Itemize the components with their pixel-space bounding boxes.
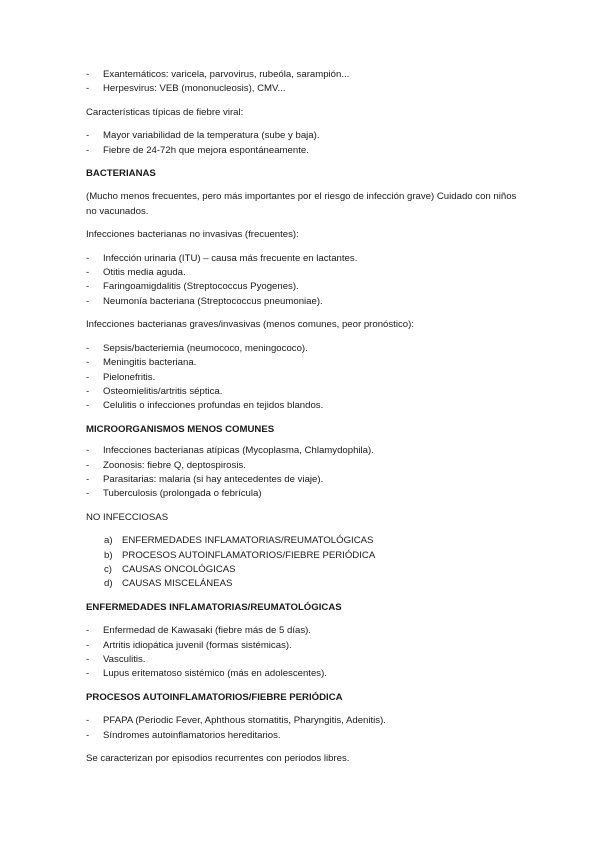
autoinflammatory-list [86,714,526,743]
list-item: - Neumonía bacteriana (Streptococcus pneumoniae). [86,295,323,307]
list-item: - Meningitis bacteriana. [86,357,197,369]
list-item: - Síndromes autoinflamatorios hereditarios. [86,729,281,741]
bacterial-heading: BACTERIANAS [86,168,156,180]
inflammatory-heading: ENFERMEDADES INFLAMATORIAS/REUMATOLÓGICAS [86,601,342,613]
noninvasive-title: Infecciones bacterianas no invasivas (frecuentes): [86,229,299,241]
list-item: - Mayor variabilidad de la temperatura (sube y baja). [86,130,320,142]
invasive-title: Infecciones bacterianas graves/invasivas (menos comunes, peor pronóstico): [86,319,414,331]
list-item: d) CAUSAS MISCELÁNEAS [104,578,233,590]
list-item: - Zoonosis: fiebre Q, deptospirosis. [86,459,246,471]
list-item: a) ENFERMEDADES INFLAMATORIAS/REUMATOLÓGICAS [104,535,374,547]
document-page [86,68,526,766]
list-item: c) CAUSAS ONCOLÓGICAS [104,563,236,575]
list-item: - Faringoamigdalitis (Streptococcus Pyogenes). [86,281,299,293]
list-item: b) PROCESOS AUTOINFLAMATORIOS/FIEBRE PERIÓDICA [104,549,376,561]
list-item: - Infección urinaria (ITU) – causa más frecuente en lactantes. [86,252,358,264]
list-item: - Osteomielitis/artritis séptica. [86,385,223,397]
list-item: - Parasitarias: malaria (si hay antecedentes de viaje). [86,473,324,485]
autoinflammatory-heading: PROCESOS AUTOINFLAMATORIOS/FIEBRE PERIÓDICA [86,691,343,703]
noninfectious-list [86,534,526,592]
list-item: - Otitis media aguda. [86,267,186,279]
list-item: - Herpesvirus: VEB (mononucleosis), CMV... [86,83,286,95]
invasive-list [86,342,526,414]
list-item: - Sepsis/bacteriemia (neumococo, meningococo). [86,342,308,354]
list-item: - Enfermedad de Kawasaki (fiebre más de 5 días). [86,625,311,637]
list-item: - Fiebre de 24-72h que mejora espontáneamente. [86,144,309,156]
noninvasive-list [86,252,526,310]
list-item: - Exantemáticos: varicela, parvovirus, rubeóla, sarampión... [86,69,350,80]
list-item: - Vasculitis. [86,654,146,665]
viral-features-list [86,129,526,158]
bacterial-note: (Mucho menos frecuentes, pero más importantes por el riesgo de infección grave) Cuidado con niños no vacunados. [86,191,517,217]
viral-features-title: Características típicas de fiebre viral: [86,106,244,118]
list-item: - PFAPA (Periodic Fever, Aphthous stomatitis, Pharyngitis, Adenitis). [86,715,386,727]
list-item: - Infecciones bacterianas atípicas (Mycoplasma, Chlamydophila). [86,445,374,457]
list-item: - Lupus eritematoso sistémico (más en adolescentes). [86,668,327,680]
inflammatory-list [86,624,526,682]
closing-text: Se caracterizan por episodios recurrentes con periodos libres. [86,753,350,765]
other-micro-heading: MICROORGANISMOS MENOS COMUNES [86,423,275,435]
list-item: - Celulitis o infecciones profundas en tejidos blandos. [86,400,324,412]
list-item: - Pielonefritis. [86,371,156,383]
list-item: - Tuberculosis (prolongada o febrícula) [86,488,262,500]
noninfectious-title: NO INFECCIOSAS [86,511,169,523]
other-micro-list [86,444,526,502]
list-item: - Artritis idiopática juvenil (formas sistémicas). [86,639,292,651]
viral-list [86,68,526,97]
